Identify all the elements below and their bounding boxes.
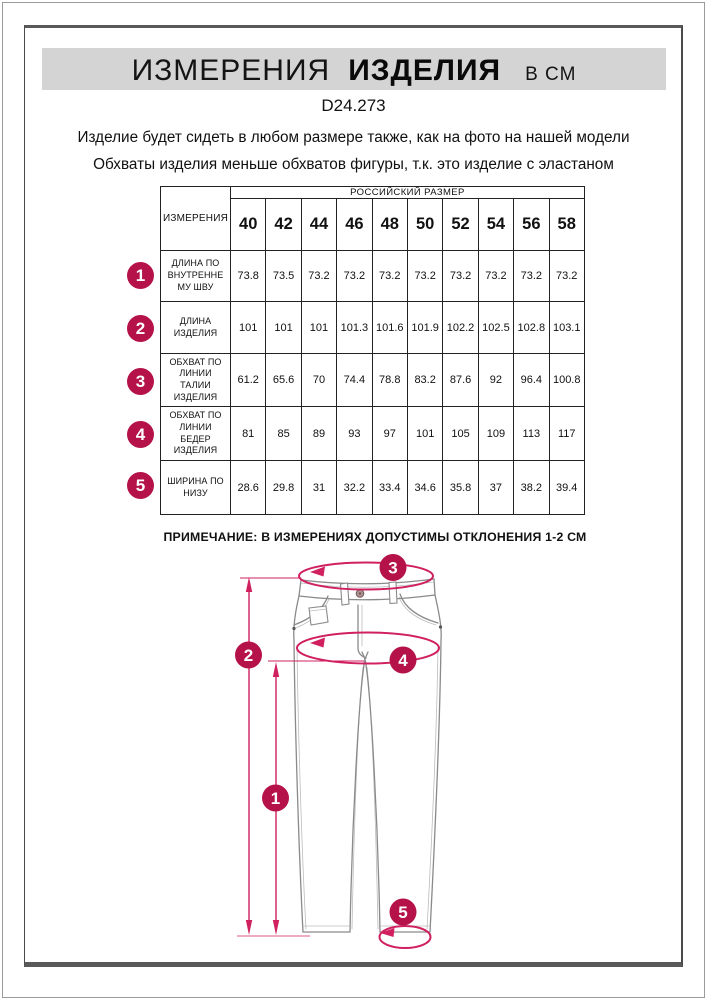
- svg-text:1: 1: [270, 789, 281, 808]
- value-cell: 73.2: [407, 251, 442, 302]
- svg-text:4: 4: [398, 651, 408, 670]
- measurements-header-cell: ИЗМЕРЕНИЯ: [161, 187, 231, 251]
- value-cell: 101: [407, 407, 442, 461]
- value-cell: 113: [514, 407, 549, 461]
- belt-loop: [341, 583, 350, 605]
- value-cell: 97: [372, 407, 407, 461]
- value-cell: 101: [231, 302, 266, 354]
- table-row: [161, 407, 585, 461]
- value-cell: 73.2: [337, 251, 372, 302]
- size-cell: 40: [231, 199, 266, 251]
- size-cell: 58: [549, 199, 584, 251]
- value-cell: 61.2: [231, 354, 266, 407]
- value-cell: 101.3: [337, 302, 372, 354]
- subtitle-line-2: Обхваты изделия меньше обхватов фигуры, т.к. это изделие с эластаном: [93, 156, 614, 173]
- row-label-cell: ОБХВАТ ПО ЛИНИИ БЕДЕР ИЗДЕЛИЯ: [161, 407, 231, 461]
- value-cell: 73.8: [231, 251, 266, 302]
- svg-text:3: 3: [388, 558, 398, 578]
- value-cell: 28.6: [231, 461, 266, 515]
- article-number: D24.273: [321, 96, 386, 115]
- callout-badge-3: [380, 554, 407, 581]
- value-cell: 38.2: [514, 461, 549, 515]
- row-label-cell: ОБХВАТ ПО ЛИНИИ ТАЛИИ ИЗДЕЛИЯ: [161, 354, 231, 407]
- value-cell: 117: [549, 407, 584, 461]
- value-cell: 101: [301, 302, 336, 354]
- belt-loop: [389, 582, 397, 604]
- size-cell: 52: [443, 199, 478, 251]
- value-cell: 73.2: [301, 251, 336, 302]
- value-cell: 102.5: [478, 302, 513, 354]
- callout-badge-2: [235, 642, 262, 669]
- value-cell: 31: [301, 461, 336, 515]
- callout-badge-5: [390, 899, 417, 926]
- size-cell: 48: [372, 199, 407, 251]
- value-cell: 29.8: [266, 461, 301, 515]
- value-cell: 73.2: [443, 251, 478, 302]
- row-number-badge-1: 1: [127, 262, 154, 289]
- value-cell: 73.2: [514, 251, 549, 302]
- value-cell: 92: [478, 354, 513, 407]
- value-cell: 34.6: [407, 461, 442, 515]
- value-cell: 101.6: [372, 302, 407, 354]
- value-cell: 83.2: [407, 354, 442, 407]
- value-cell: 33.4: [372, 461, 407, 515]
- value-cell: 85: [266, 407, 301, 461]
- value-cell: 87.6: [443, 354, 478, 407]
- value-cell: 65.6: [266, 354, 301, 407]
- value-cell: 70: [301, 354, 336, 407]
- row-number-badge-4: 4: [127, 421, 154, 448]
- value-cell: 73.2: [372, 251, 407, 302]
- table-row: [161, 251, 585, 302]
- callout-badge-4: [390, 647, 417, 674]
- row-label-cell: ДЛИНА ПО ВНУТРЕННЕ МУ ШВУ: [161, 251, 231, 302]
- size-cell: 42: [266, 199, 301, 251]
- rivet-dot: [292, 627, 295, 630]
- size-cell: 54: [478, 199, 513, 251]
- value-cell: 89: [301, 407, 336, 461]
- page-title-unit: В СМ: [525, 64, 577, 85]
- value-cell: 81: [231, 407, 266, 461]
- size-cell: 56: [514, 199, 549, 251]
- size-cell: 46: [337, 199, 372, 251]
- callout-badge-1: [262, 785, 289, 812]
- svg-text:2: 2: [243, 646, 254, 665]
- value-cell: 105: [443, 407, 478, 461]
- value-cell: 109: [478, 407, 513, 461]
- value-cell: 73.2: [549, 251, 584, 302]
- title-bar: [42, 48, 666, 90]
- value-cell: 100.8: [549, 354, 584, 407]
- value-cell: 103.1: [549, 302, 584, 354]
- value-cell: 32.2: [337, 461, 372, 515]
- svg-text:5: 5: [398, 903, 408, 922]
- value-cell: 102.2: [443, 302, 478, 354]
- page-title-word1: ИЗМЕРЕНИЯ: [131, 54, 331, 87]
- value-cell: 39.4: [549, 461, 584, 515]
- note-text: ПРИМЕЧАНИЕ: В ИЗМЕРЕНИЯХ ДОПУСТИМЫ ОТКЛОНЕНИЯ 1-2 СМ: [163, 530, 587, 544]
- row-number-badge-2: 2: [127, 315, 154, 342]
- value-cell: 78.8: [372, 354, 407, 407]
- value-cell: 74.4: [337, 354, 372, 407]
- value-cell: 73.2: [478, 251, 513, 302]
- pants-measurement-diagram: [225, 549, 505, 967]
- value-cell: 96.4: [514, 354, 549, 407]
- table-row: [161, 302, 585, 354]
- size-group-header-cell: РОССИЙСКИЙ РАЗМЕР: [231, 187, 585, 199]
- size-cell: 44: [301, 199, 336, 251]
- value-cell: 101: [266, 302, 301, 354]
- page-title-word2: ИЗДЕЛИЯ: [348, 54, 502, 87]
- row-number-badge-5: 5: [127, 472, 154, 499]
- value-cell: 101.9: [407, 302, 442, 354]
- table-row: [161, 461, 585, 515]
- value-cell: 73.5: [266, 251, 301, 302]
- row-number-badge-3: 3: [127, 368, 154, 395]
- value-cell: 102.8: [514, 302, 549, 354]
- size-table: [160, 186, 585, 515]
- table-group-header-row: [161, 187, 585, 199]
- subtitle-line-1: Изделие будет сидеть в любом размере также, как на фото на нашей модели: [77, 129, 630, 146]
- row-label-cell: ДЛИНА ИЗДЕЛИЯ: [161, 302, 231, 354]
- row-label-cell: ШИРИНА ПО НИЗУ: [161, 461, 231, 515]
- value-cell: 35.8: [443, 461, 478, 515]
- value-cell: 37: [478, 461, 513, 515]
- value-cell: 93: [337, 407, 372, 461]
- table-row: [161, 354, 585, 407]
- size-cell: 50: [407, 199, 442, 251]
- rivet-dot: [439, 625, 442, 628]
